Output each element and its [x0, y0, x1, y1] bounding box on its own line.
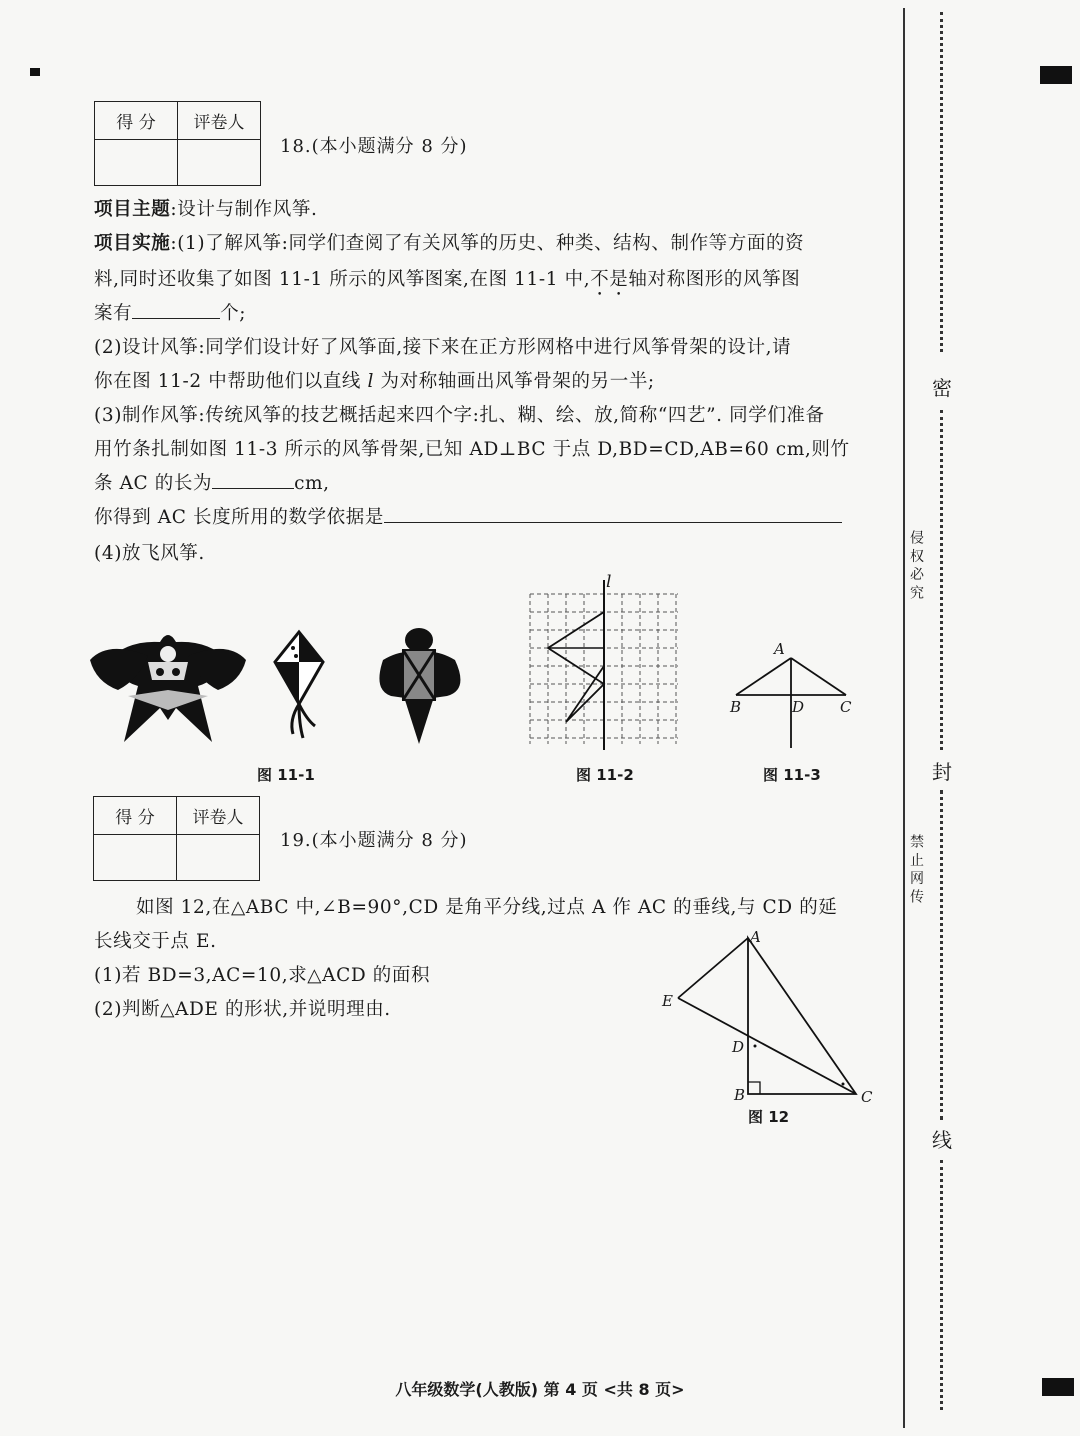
impl-text-2a: 料,同时还收集了如图 11-1 所示的风筝图案,在图 11-1 中, — [94, 269, 591, 290]
q18-step4: (4)放飞风筝. — [94, 543, 205, 564]
q18-impl-line1 — [94, 226, 804, 262]
fig12-label-b: B — [734, 1086, 746, 1104]
grader-label: 评卷人 — [178, 102, 261, 140]
swallow-kite-icon — [90, 635, 246, 742]
scan-mark — [30, 68, 40, 76]
q18-step2-line1: (2)设计风筝:同学们设计好了风筝面,接下来在正方形网格中进行风筝骨架的设计,请 — [94, 337, 792, 358]
emphasis-text: 不是 — [590, 269, 629, 290]
bird-kite-icon — [379, 628, 460, 744]
impl-text-3b: 个; — [220, 303, 247, 324]
dotted-seal-line — [940, 12, 943, 352]
q18-impl-line3 — [94, 296, 246, 332]
dotted-seal-line — [940, 1160, 943, 1410]
q18-impl-line2 — [94, 262, 800, 300]
q18-step3-line4 — [94, 500, 842, 536]
fig3-label-d: D — [792, 698, 805, 716]
grader-cell[interactable] — [178, 140, 261, 186]
q19-line1: 如图 12,在△ABC 中,∠B=90°,CD 是角平分线,过点 A 作 AC 的垂线,与 CD 的延 — [136, 897, 838, 918]
kite-frame-figure — [730, 640, 860, 750]
step2-text-a: 你在图 11-2 中帮助他们以直线 — [94, 371, 362, 392]
fig3-label-b: B — [730, 698, 742, 716]
grader-label: 评卷人 — [177, 797, 260, 835]
q18-step3-line2: 用竹条扎制如图 11-3 所示的风筝骨架,已知 AD⊥BC 于点 D,BD=CD,AB=60 cm,则竹 — [94, 439, 850, 460]
registration-mark-top — [1040, 66, 1072, 84]
page-footer: 八年级数学(人教版) 第 4 页 <共 8 页> — [395, 1380, 685, 1399]
q19-line2: 长线交于点 E. — [94, 931, 217, 952]
step2-text-b: 为对称轴画出风筝骨架的另一半; — [380, 371, 655, 392]
impl-text-2b: 轴对称图形的风筝图 — [628, 269, 801, 290]
answer-blank-count[interactable] — [132, 298, 220, 319]
q19-part2: (2)判断△ADE 的形状,并说明理由. — [94, 999, 391, 1020]
axis-var: l — [367, 371, 375, 392]
q18-title: 18.(本小题满分 8 分) — [280, 136, 468, 157]
fig12-label-d: D — [732, 1038, 745, 1056]
dotted-seal-line — [940, 790, 943, 1120]
fig12-label-e: E — [662, 992, 673, 1010]
answer-blank-basis[interactable] — [384, 502, 842, 523]
dotted-seal-line — [940, 410, 943, 750]
q19-title: 19.(本小题满分 8 分) — [280, 830, 468, 851]
copyright-warning: 侵 权 必 究 — [908, 530, 924, 600]
score-cell[interactable] — [94, 835, 177, 881]
score-cell[interactable] — [95, 140, 178, 186]
q18-theme — [94, 192, 317, 228]
step3-text-c: 你得到 AC 长度所用的数学依据是 — [94, 507, 384, 528]
fig3-label-c: C — [840, 698, 852, 716]
impl-text-1: :(1)了解风筝:同学们查阅了有关风筝的历史、种类、结构、制作等方面的资 — [170, 233, 805, 254]
q18-step3-line1: (3)制作风筝:传统风筝的技艺概括起来四个字:扎、糊、绘、放,简称“四艺”. 同学们准备 — [94, 405, 825, 426]
theme-text: :设计与制作风筝. — [170, 199, 318, 220]
binding-line — [903, 8, 905, 1428]
score-label: 得 分 — [94, 797, 177, 835]
axis-label-l: l — [606, 572, 612, 592]
fig12-caption: 图 12 — [748, 1108, 790, 1126]
step3-text-a: 条 AC 的长为 — [94, 473, 213, 494]
seal-char-xian: 线 — [932, 1128, 952, 1152]
seal-char-feng: 封 — [932, 760, 952, 784]
answer-blank-ac[interactable] — [212, 468, 294, 489]
fig11-2-caption: 图 11-2 — [576, 766, 634, 784]
grader-cell[interactable] — [177, 835, 260, 881]
grid-figure — [528, 572, 683, 752]
fig3-label-a: A — [774, 640, 785, 658]
impl-text-3a: 案有 — [94, 303, 133, 324]
score-label: 得 分 — [95, 102, 178, 140]
no-share-warning: 禁 止 网 传 — [908, 834, 924, 904]
triangle-figure — [660, 924, 873, 1114]
diamond-kite-icon — [275, 632, 323, 738]
seal-char-mi: 密 — [932, 376, 952, 400]
step3-text-b: cm, — [294, 473, 330, 494]
q18-step3-line3 — [94, 466, 330, 502]
q18-step2-line2 — [94, 364, 655, 400]
fig11-1-caption: 图 11-1 — [257, 766, 315, 784]
kite-figures — [88, 620, 488, 760]
score-box-19 — [93, 796, 260, 881]
impl-label: 项目实施 — [94, 233, 171, 254]
fig12-label-c: C — [861, 1088, 873, 1106]
theme-label: 项目主题 — [94, 199, 171, 220]
score-box-18 — [94, 101, 261, 186]
fig12-label-a: A — [750, 928, 761, 946]
q19-part1: (1)若 BD=3,AC=10,求△ACD 的面积 — [94, 965, 431, 986]
fig11-3-caption: 图 11-3 — [763, 766, 821, 784]
